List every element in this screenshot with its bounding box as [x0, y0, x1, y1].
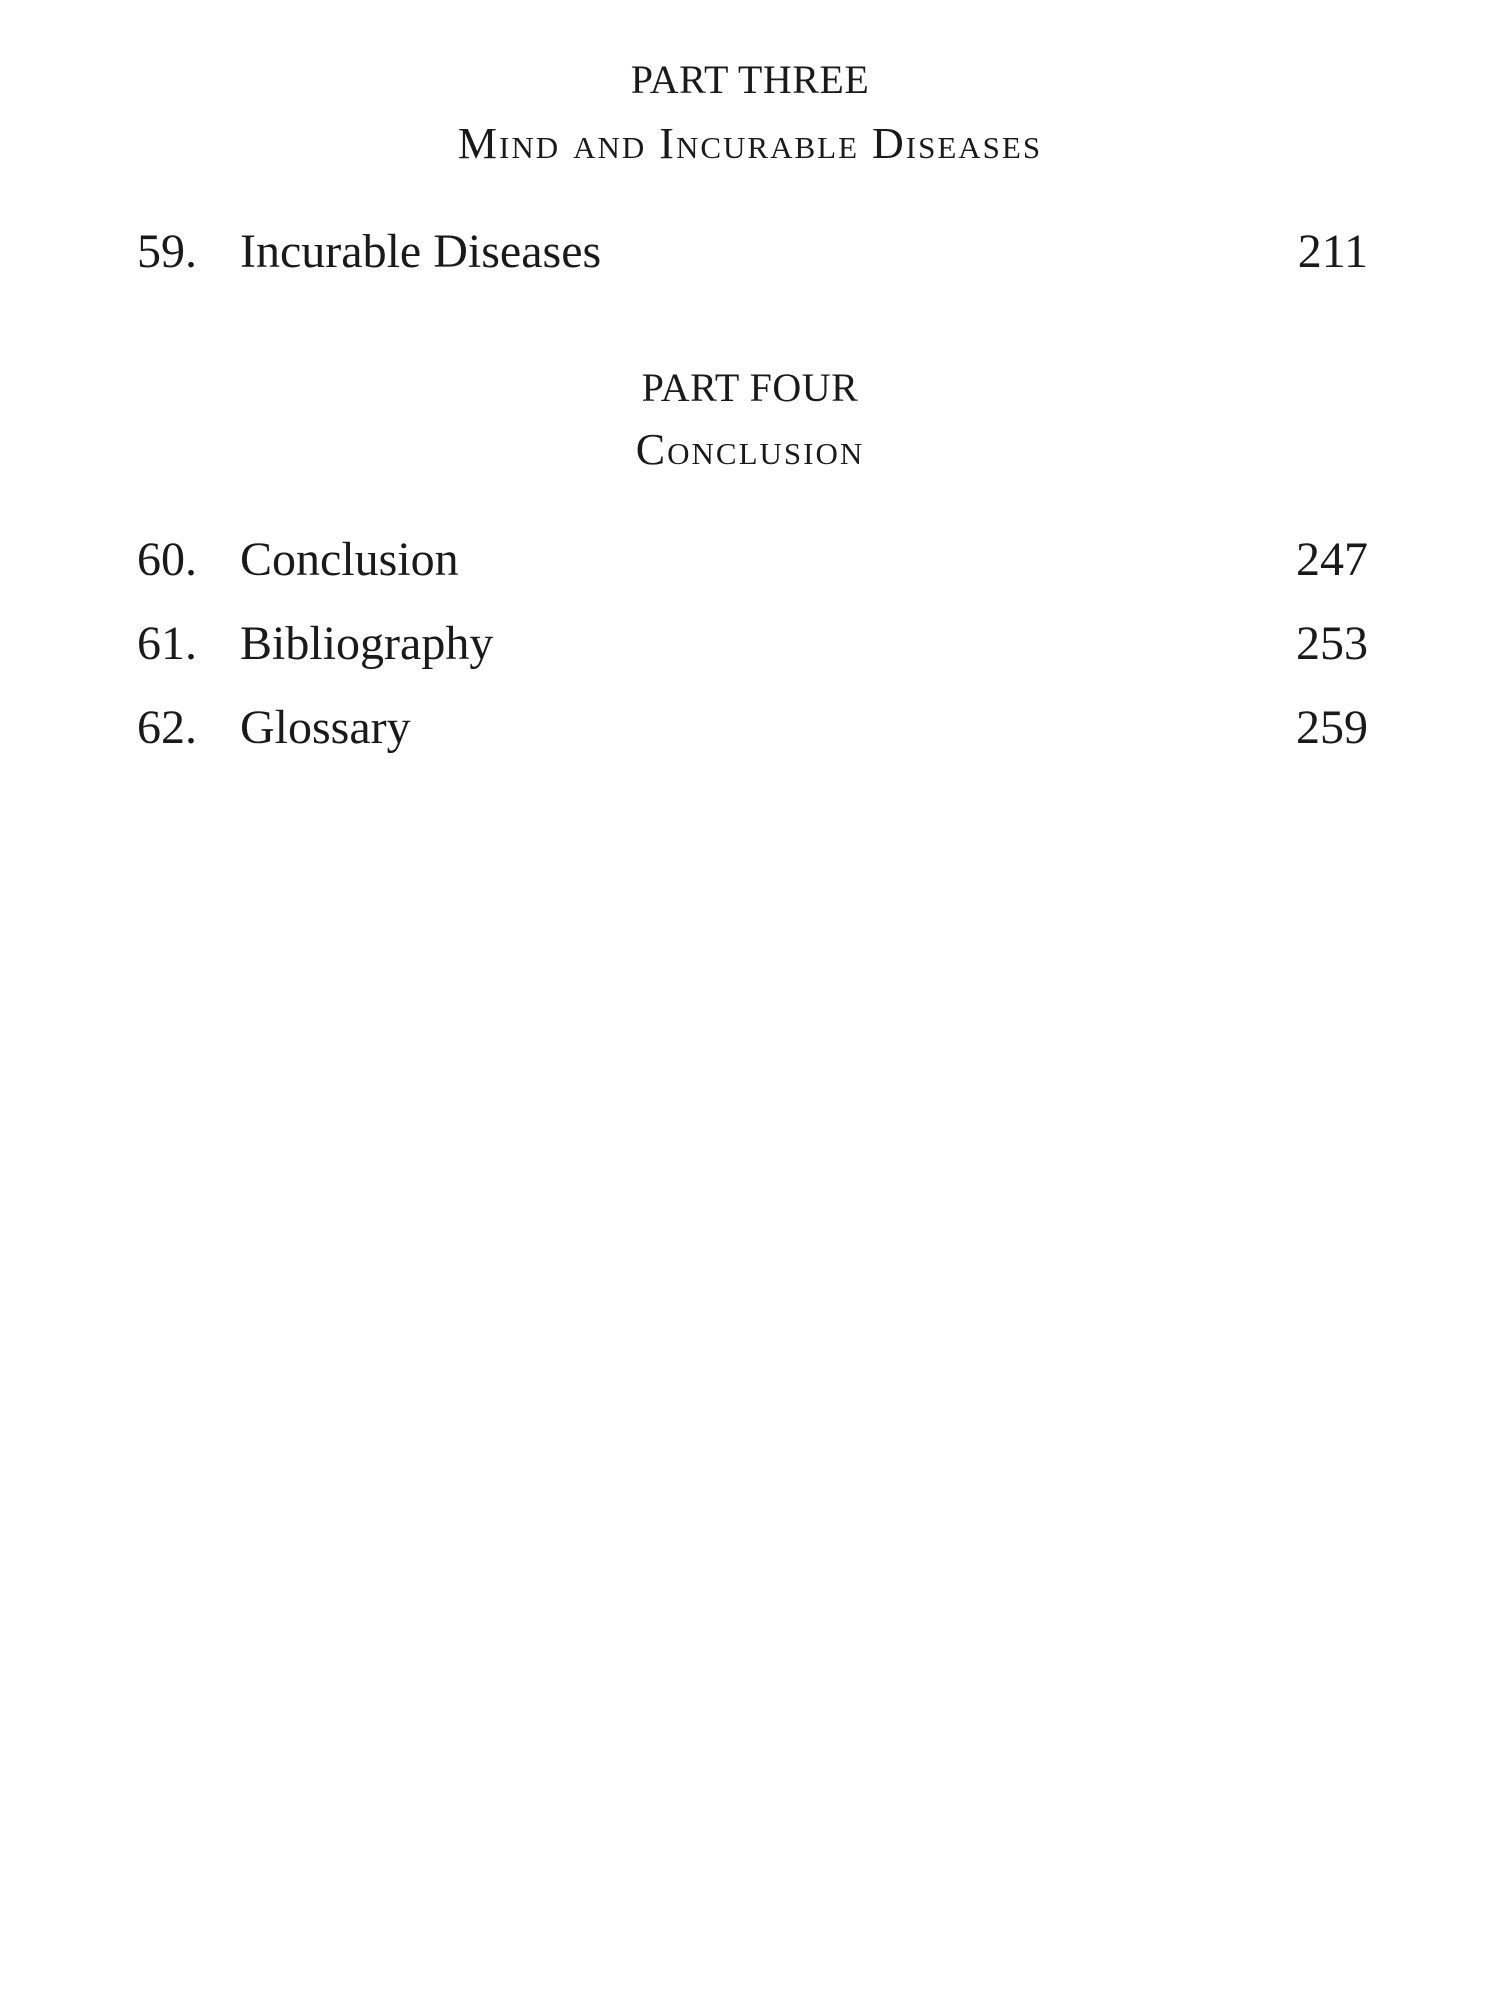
entry-title: Conclusion — [240, 533, 459, 586]
part-three-title: Mind and Incurable Diseases — [457, 119, 1043, 168]
toc-entry[interactable] — [0, 225, 1500, 292]
entry-title: Incurable Diseases — [240, 225, 602, 278]
entry-number: 62. — [137, 701, 197, 754]
entry-page-number: 211 — [1297, 225, 1368, 278]
part-four-title: Conclusion — [635, 425, 865, 474]
entry-title: Bibliography — [240, 617, 494, 670]
entry-page-number: 247 — [1296, 533, 1368, 586]
entry-number: 61. — [137, 617, 197, 670]
entry-title: Glossary — [240, 701, 411, 754]
toc-entry[interactable] — [0, 617, 1500, 684]
entry-number: 59. — [137, 225, 197, 278]
toc-entry[interactable] — [0, 533, 1500, 600]
part-three-label: PART THREE — [630, 57, 870, 102]
entry-number: 60. — [137, 533, 197, 586]
entry-page-number: 253 — [1296, 617, 1368, 670]
entry-page-number: 259 — [1296, 701, 1368, 754]
part-four-label: PART FOUR — [641, 365, 859, 410]
toc-entry[interactable] — [0, 701, 1500, 768]
